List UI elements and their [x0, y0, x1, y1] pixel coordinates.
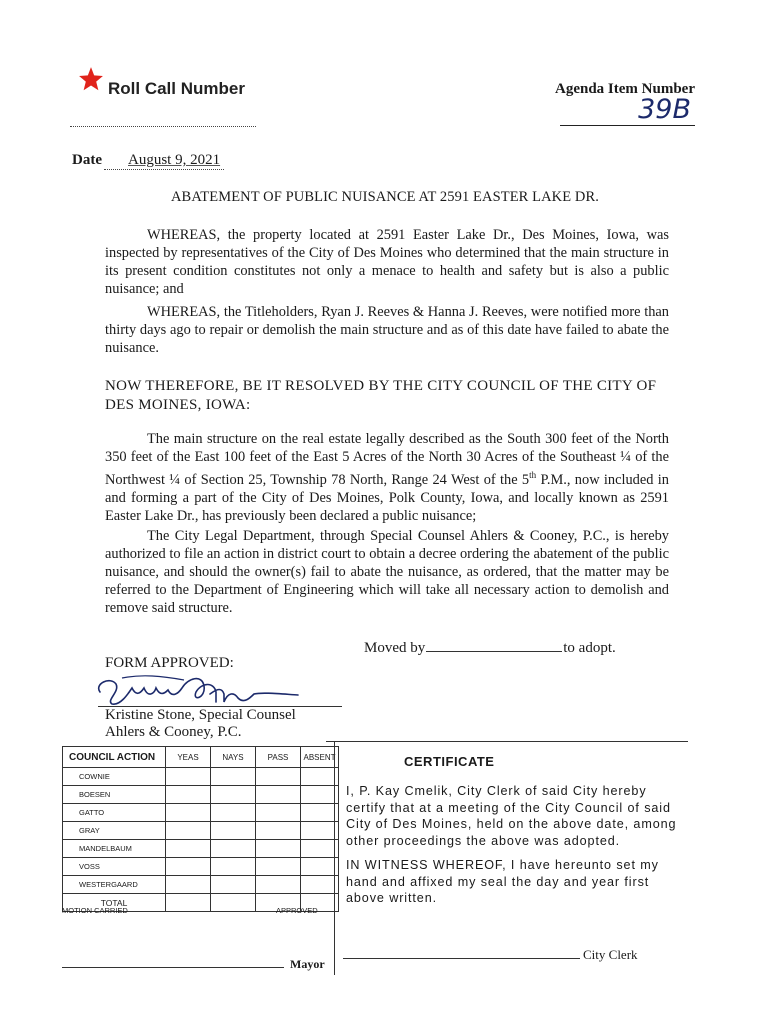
- vote-cell: [301, 840, 339, 858]
- signature-image: [92, 664, 302, 712]
- vote-cell: [256, 840, 301, 858]
- vote-cell: [166, 786, 211, 804]
- vote-cell: [211, 876, 256, 894]
- member-name: MANDELBAUM: [63, 840, 166, 858]
- signer-name: Kristine Stone, Special Counsel: [105, 707, 296, 723]
- motion-carried-label: MOTION CARRIED: [62, 906, 128, 915]
- vote-cell: [211, 786, 256, 804]
- table-row: [63, 858, 339, 876]
- roll-call-number-label: Roll Call Number: [108, 79, 245, 98]
- vote-cell: [301, 768, 339, 786]
- vertical-divider: [334, 741, 335, 975]
- approved-label: APPROVED: [276, 906, 318, 915]
- vote-cell: [256, 822, 301, 840]
- resolution-title: ABATEMENT OF PUBLIC NUISANCE AT 2591 EASTER LAKE DR.: [170, 189, 599, 205]
- date-value: August 9, 2021: [104, 152, 224, 170]
- table-row: [63, 786, 339, 804]
- council-action-table: [62, 746, 339, 912]
- moved-by-blank: [426, 638, 562, 652]
- member-name: COWNIE: [63, 768, 166, 786]
- member-name: WESTERGAARD: [63, 876, 166, 894]
- vote-cell: [166, 858, 211, 876]
- agenda-item-number-label: Agenda Item Number: [555, 81, 695, 97]
- vote-cell: [211, 840, 256, 858]
- vote-cell: [166, 876, 211, 894]
- mayor-signature-line: [62, 967, 284, 968]
- roll-call-number-field: [70, 126, 256, 127]
- header-absent: ABSENT: [301, 747, 339, 768]
- vote-cell: [301, 822, 339, 840]
- vote-cell: [301, 786, 339, 804]
- vote-cell: [256, 768, 301, 786]
- vote-cell: [166, 822, 211, 840]
- mayor-label: Mayor: [290, 957, 325, 971]
- signer-firm: Ahlers & Cooney, P.C.: [105, 724, 242, 740]
- certificate-body: I, P. Kay Cmelik, City Clerk of said City hereby certify that at a meeting of the City Council of said City of Des Moines, held on the above date, among other proceedings the above was adopted.: [346, 784, 677, 848]
- vote-cell: [166, 768, 211, 786]
- table-row: [63, 768, 339, 786]
- vote-cell: [256, 876, 301, 894]
- vote-cell: [301, 804, 339, 822]
- member-name: GATTO: [63, 804, 166, 822]
- date-label: Date: [72, 152, 102, 168]
- certificate-witness: IN WITNESS WHEREOF, I have hereunto set my hand and affixed my seal the day and year first above written.: [346, 858, 659, 905]
- whereas-paragraph-1: WHEREAS, the property located at 2591 Easter Lake Dr., Des Moines, Iowa, was inspected by representatives of the City of Des Moines who determined that the main structure in its present condition constitutes not only a menace to health and safety but is also a public nuisance; and: [105, 227, 669, 297]
- signer-block: [105, 707, 296, 741]
- resolved-heading: NOW THEREFORE, BE IT RESOLVED BY THE CITY COUNCIL OF THE CITY OF DES MOINES, IOWA:: [105, 378, 657, 413]
- city-clerk-label: City Clerk: [583, 947, 638, 962]
- header-yeas: YEAS: [166, 747, 211, 768]
- total-label: TOTAL: [63, 894, 166, 912]
- header-pass: PASS: [256, 747, 301, 768]
- star-icon: [78, 66, 104, 92]
- clerk-signature-line: [343, 958, 580, 959]
- vote-cell: [301, 858, 339, 876]
- table-header-row: [63, 747, 339, 768]
- vote-cell: [211, 858, 256, 876]
- vote-cell: [301, 876, 339, 894]
- vote-cell: [211, 768, 256, 786]
- table-row: [63, 822, 339, 840]
- section-divider: [326, 741, 688, 742]
- vote-cell: [256, 786, 301, 804]
- member-name: GRAY: [63, 822, 166, 840]
- vote-cell: [256, 858, 301, 876]
- vote-cell: [211, 894, 256, 912]
- agenda-item-number-value: 39B: [560, 95, 695, 126]
- legal-description-paragraph: The main structure on the real estate legally described as the South 300 feet of the North 350 feet of the East 100 feet of the East 5 Acres of the North 30 Acres of the Southeast ¼ of the Northwest ¼ of Section 25, Township 78 North, Range 24 West of the 5th P.M., now included in and forming a part of the City of Des Moines, Polk County, Iowa, and locally known as 2591 Easter Lake Dr., has previously been declared a public nuisance;: [105, 431, 669, 524]
- whereas-paragraph-2: WHEREAS, the Titleholders, Ryan J. Reeves & Hanna J. Reeves, were notified more than thirty days ago to repair or demolish the main structure and as of this date have failed to abate the nuisance.: [105, 304, 669, 356]
- form-approved-label: FORM APPROVED:: [105, 655, 234, 671]
- vote-cell: [166, 804, 211, 822]
- authorization-paragraph: The City Legal Department, through Special Counsel Ahlers & Cooney, P.C., is hereby authorized to file an action in district court to obtain a decree ordering the abatement of the public nuisance, and should the owner(s) fail to abate the nuisance, as ordered, that the matter may be referred to the Department of Engineering which will take all necessary action to demolish and remove said structure.: [105, 528, 669, 616]
- moved-by-line: Moved by to adopt.: [364, 640, 616, 656]
- certificate-title: CERTIFICATE: [404, 754, 495, 769]
- member-name: VOSS: [63, 858, 166, 876]
- vote-cell: [211, 804, 256, 822]
- table-row: [63, 840, 339, 858]
- table-row: [63, 876, 339, 894]
- vote-cell: [211, 822, 256, 840]
- vote-cell: [166, 840, 211, 858]
- vote-cell: [166, 894, 211, 912]
- vote-cell: [256, 804, 301, 822]
- header-nays: NAYS: [211, 747, 256, 768]
- header-council-action: COUNCIL ACTION: [63, 747, 166, 768]
- table-row: [63, 804, 339, 822]
- member-name: BOESEN: [63, 786, 166, 804]
